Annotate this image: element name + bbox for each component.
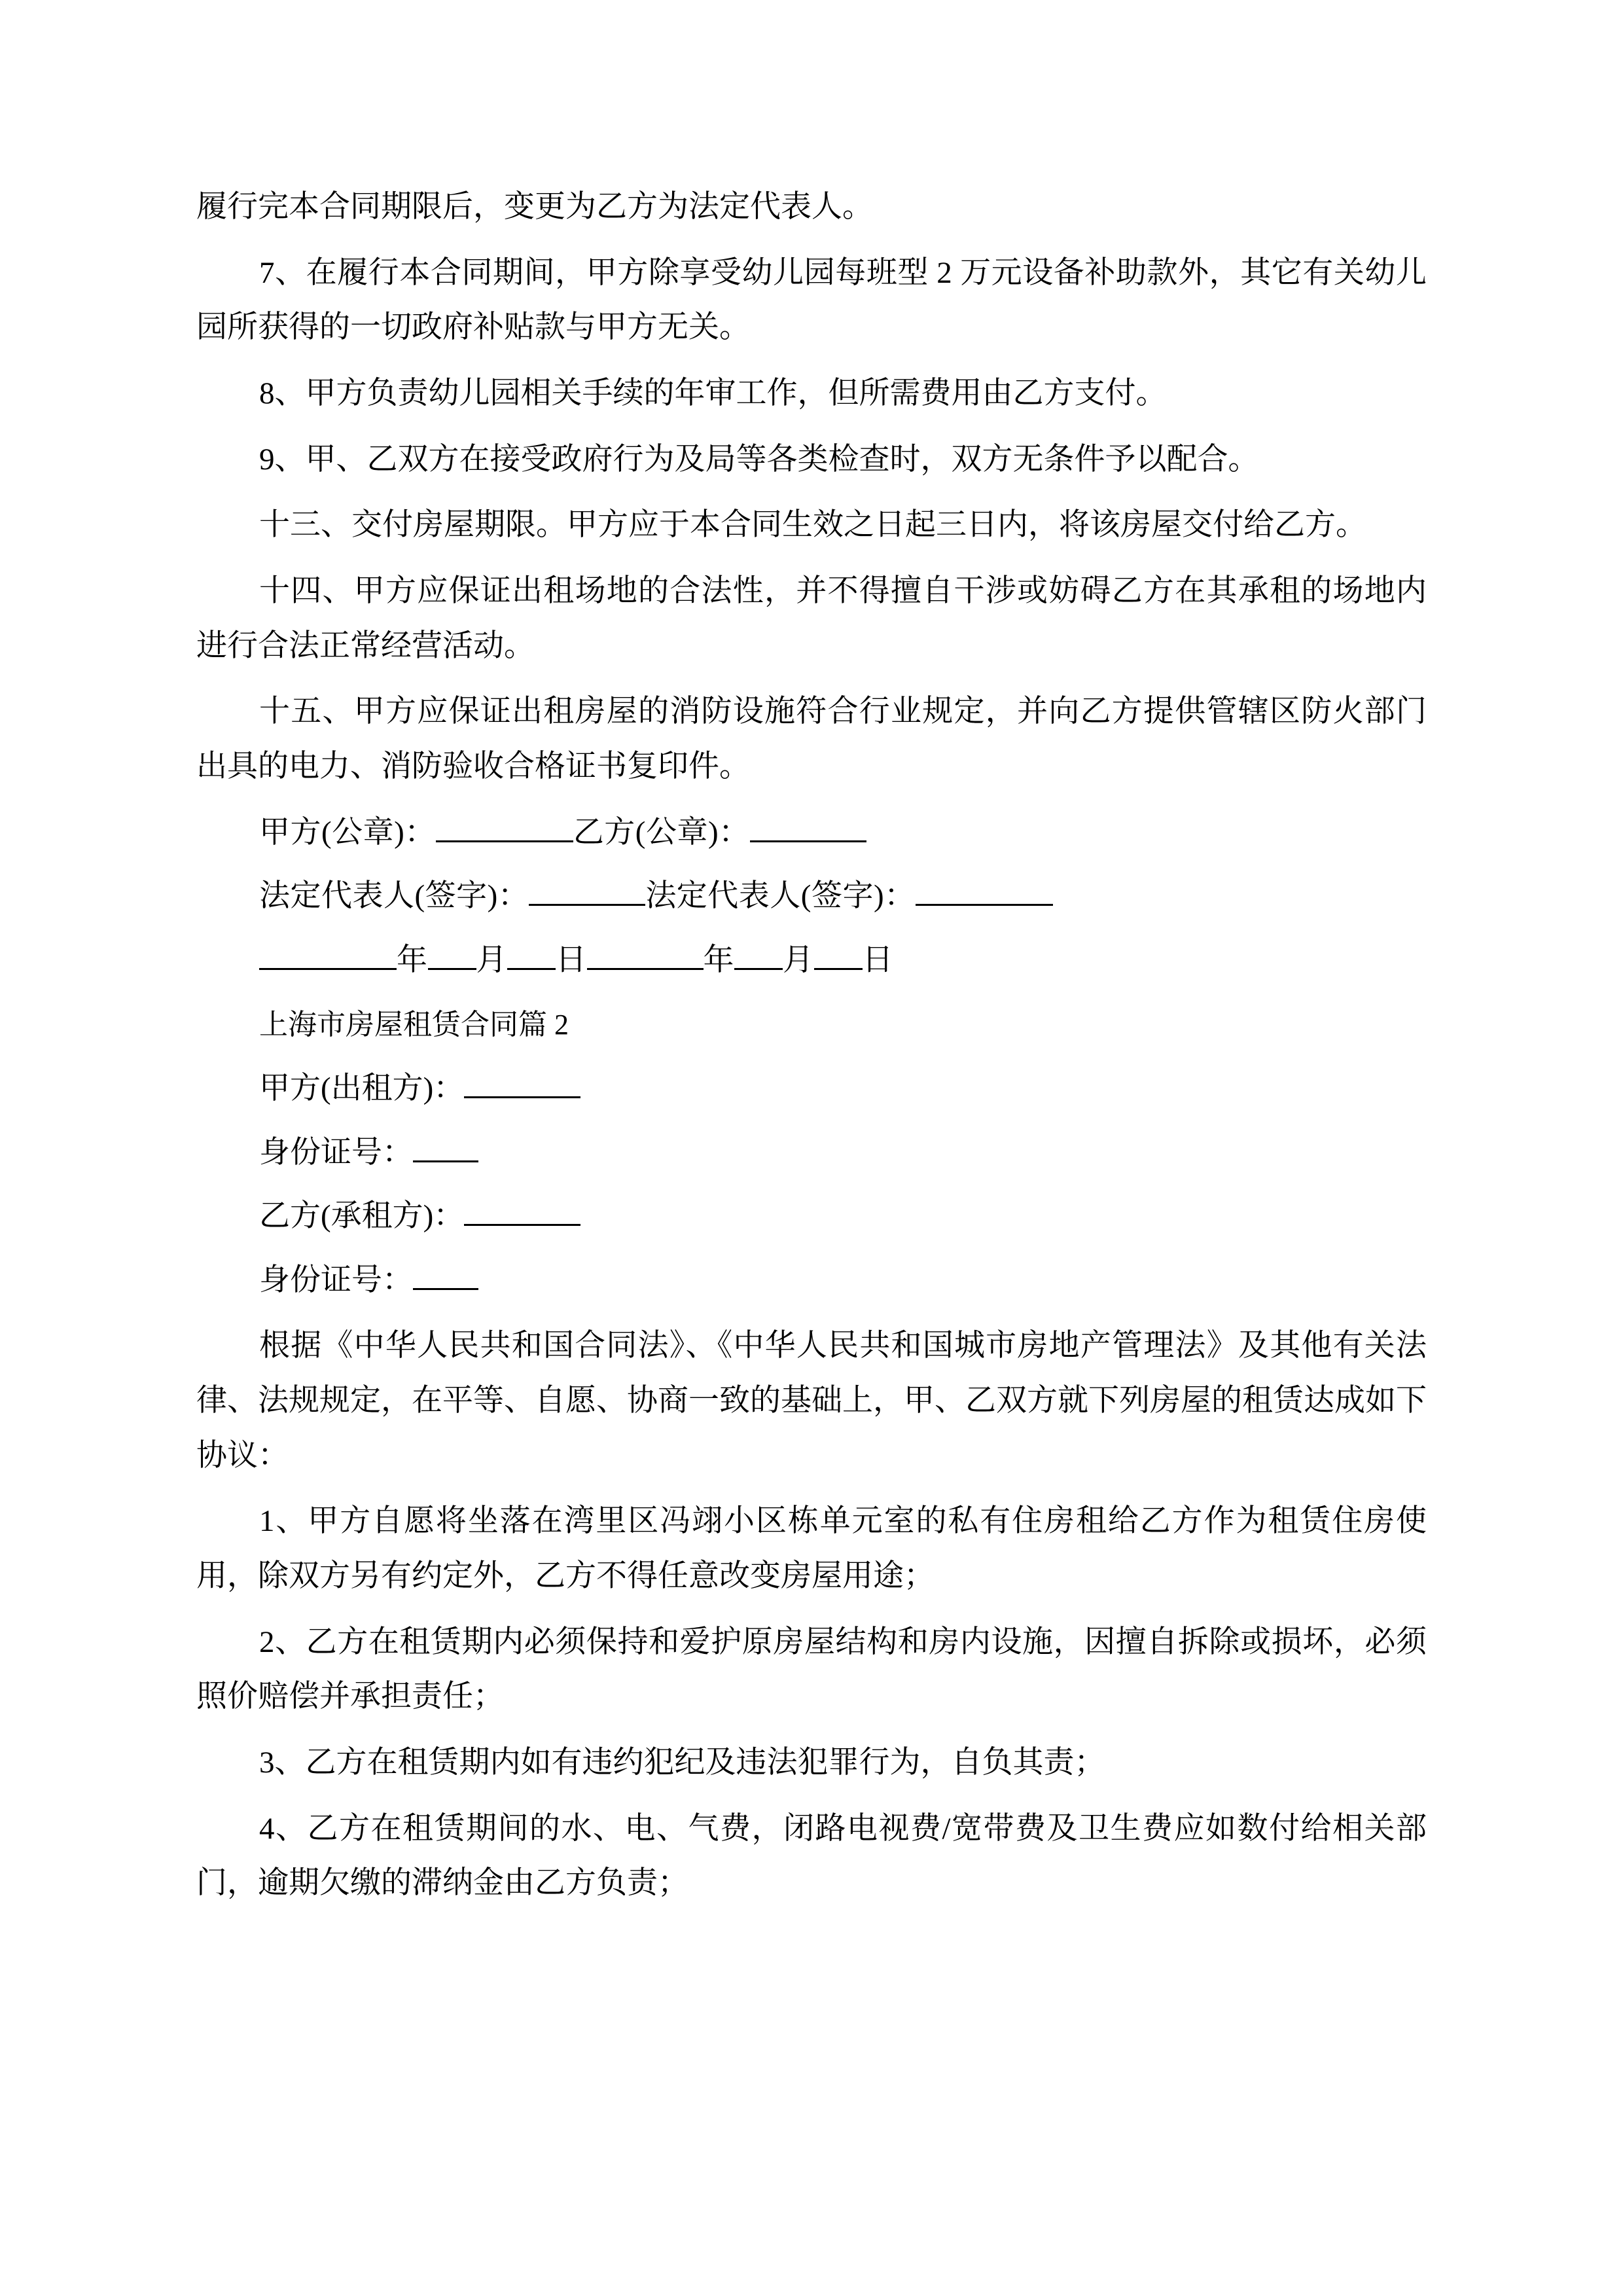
signature-line-dates: [196, 933, 1427, 988]
label-month-a: 月: [476, 942, 507, 977]
section-2-heading: 上海市房屋租赁合同篇 2: [259, 1008, 569, 1041]
label-party-a-seal: 甲方(公章)：: [259, 815, 436, 850]
blank-date-b-year: [587, 968, 704, 970]
section-2-clause-4: 4、乙方在租赁期间的水、电、气费，闭路电视费/宽带费及卫生费应如数付给相关部门，逾期欠缴的滞纳金由乙方负责；: [196, 1811, 1427, 1901]
blank-legal-rep-b: [916, 904, 1053, 906]
signature-line-seals: [196, 806, 1427, 861]
document-body: [196, 180, 1427, 1911]
label-legal-rep-a: 法定代表人(签字)：: [259, 879, 529, 914]
paragraph-clause-13: 十三、交付房屋期限。甲方应于本合同生效之日起三日内，将该房屋交付给乙方。: [259, 508, 1366, 543]
label-month-b: 月: [783, 942, 814, 977]
field-party-b: [196, 1189, 1427, 1244]
section-2-preamble: 根据《中华人民共和国合同法》、《中华人民共和国城市房地产管理法》及其他有关法律、法规规定，在平等、自愿、协商一致的基础上，甲、乙双方就下列房屋的租赁达成如下协议：: [196, 1329, 1427, 1473]
blank-id-a: [413, 1160, 478, 1162]
blank-date-b-month: [734, 968, 783, 970]
section-2-clause-1: 1、甲方自愿将坐落在湾里区冯翊小区栋单元室的私有住房租给乙方作为租赁住房使用，除双方另有约定外，乙方不得任意改变房屋用途；: [196, 1504, 1427, 1594]
signature-line-representatives: [196, 869, 1427, 924]
field-party-a: [196, 1062, 1427, 1117]
label-year-b: 年: [703, 942, 734, 977]
label-day-a: 日: [556, 942, 587, 977]
label-legal-rep-b: 法定代表人(签字)：: [645, 879, 916, 914]
label-id-a: 身份证号：: [259, 1135, 413, 1170]
blank-date-a-month: [428, 968, 476, 970]
paragraph-clause-7: 7、在履行本合同期间，甲方除享受幼儿园每班型 2 万元设备补助款外，其它有关幼儿园所获得的一切政府补贴款与甲方无关。: [196, 255, 1427, 345]
field-id-a: [196, 1126, 1427, 1181]
label-day-b: 日: [862, 942, 893, 977]
label-year-a: 年: [397, 942, 428, 977]
blank-party-a-seal: [436, 840, 573, 842]
field-id-b: [196, 1253, 1427, 1308]
blank-legal-rep-a: [529, 904, 645, 906]
paragraph-clause-8: 8、甲方负责幼儿园相关手续的年审工作，但所需费用由乙方支付。: [259, 376, 1167, 410]
blank-date-a-day: [507, 968, 556, 970]
blank-id-b: [413, 1288, 478, 1290]
label-party-a: 甲方(出租方)：: [259, 1071, 465, 1105]
blank-date-b-day: [814, 968, 863, 970]
label-party-b-seal: 乙方(公章)：: [573, 815, 750, 850]
blank-date-a-year: [259, 968, 397, 970]
label-id-b: 身份证号：: [259, 1263, 413, 1297]
paragraph-carryover: 履行完本合同期限后，变更为乙方为法定代表人。: [196, 190, 873, 224]
blank-party-b-seal: [750, 840, 866, 842]
blank-party-b: [464, 1224, 580, 1226]
paragraph-clause-14: 十四、甲方应保证出租场地的合法性，并不得擅自干涉或妨碍乙方在其承租的场地内进行合法正常经营活动。: [196, 573, 1427, 663]
label-party-b: 乙方(承租方)：: [259, 1199, 465, 1234]
blank-party-a: [464, 1096, 580, 1098]
section-2-clause-3: 3、乙方在租赁期内如有违约犯纪及违法犯罪行为，自负其责；: [259, 1746, 1105, 1780]
section-2-clause-2: 2、乙方在租赁期内必须保持和爱护原房屋结构和房内设施，因擅自拆除或损坏，必须照价赔偿并承担责任；: [196, 1624, 1427, 1714]
paragraph-clause-15: 十五、甲方应保证出租房屋的消防设施符合行业规定，并向乙方提供管辖区防火部门出具的电力、消防验收合格证书复印件。: [196, 694, 1427, 783]
paragraph-clause-9: 9、甲、乙双方在接受政府行为及局等各类检查时，双方无条件予以配合。: [259, 442, 1259, 476]
